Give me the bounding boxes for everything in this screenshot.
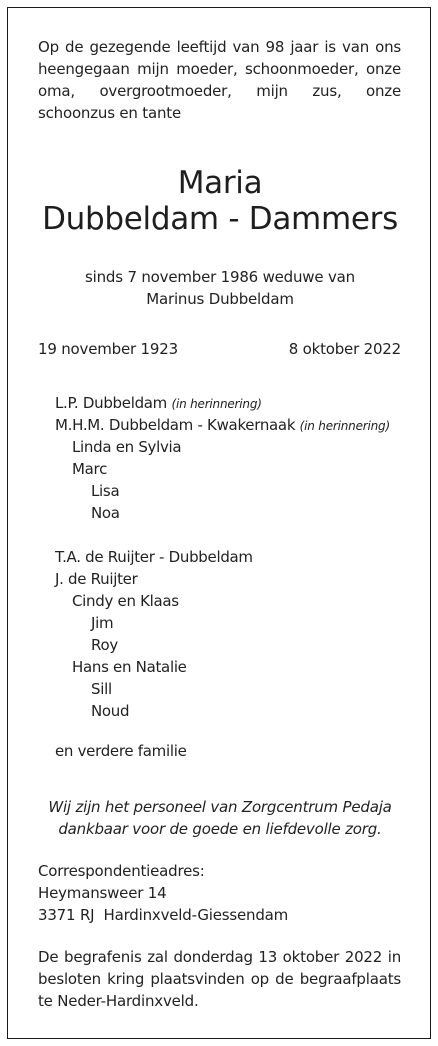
grandchild: Hans en Natalie (72, 658, 187, 676)
memorial-note: (in herinnering) (171, 397, 262, 411)
obituary-card (7, 7, 431, 1039)
family-member: T.A. de Ruijter - Dubbeldam (55, 548, 253, 566)
memorial-note: (in herinnering) (299, 419, 390, 433)
deceased-surname: Dubbeldam - Dammers (42, 201, 398, 237)
widow-line: sinds 7 november 1986 weduwe van (85, 268, 355, 286)
address-city: 3371 RJ Hardinxveld-Giessendam (38, 906, 289, 924)
intro-text: Op de gezegende leeftijd van 98 jaar is van ons heengegaan mijn moeder, schoonmoeder, onze oma, overgrootmoeder, mijn zus, onze schoonzus en tante (38, 38, 401, 122)
birth-date: 19 november 1923 (38, 340, 178, 358)
thanks-line: Wij zijn het personeel van Zorgcentrum Pedaja (48, 798, 392, 816)
address-label: Correspondentieadres: (38, 862, 205, 880)
extended-family: en verdere familie (55, 742, 187, 760)
family-member-name: M.H.M. Dubbeldam - Kwakernaak (55, 416, 296, 434)
thanks-line: dankbaar voor de goede en liefdevolle zorg. (58, 820, 382, 838)
grandchild: Marc (72, 460, 108, 478)
great-grandchild: Lisa (91, 482, 120, 500)
family-member (55, 414, 390, 437)
death-date: 8 oktober 2022 (288, 340, 401, 358)
family-member-name: L.P. Dubbeldam (55, 394, 167, 412)
grandchild: Cindy en Klaas (72, 592, 179, 610)
funeral-notice: De begrafenis zal donderdag 13 oktober 2022 in besloten kring plaatsvinden op de begraafplaats te Neder-Hardinxveld. (38, 948, 401, 1010)
great-grandchild: Jim (91, 614, 114, 632)
thanks-text (8, 796, 432, 840)
correspondence-address (38, 860, 288, 926)
family-member: J. de Ruijter (55, 570, 138, 588)
great-grandchild: Sill (91, 680, 112, 698)
husband-name: Marinus Dubbeldam (146, 290, 294, 308)
grandchild: Linda en Sylvia (72, 438, 182, 456)
great-grandchild: Noud (91, 702, 130, 720)
deceased-first-name: Maria (177, 165, 263, 201)
great-grandchild: Noa (91, 504, 120, 522)
family-member (55, 392, 262, 415)
address-street: Heymansweer 14 (38, 884, 167, 902)
great-grandchild: Roy (91, 636, 118, 654)
life-dates (38, 340, 401, 362)
